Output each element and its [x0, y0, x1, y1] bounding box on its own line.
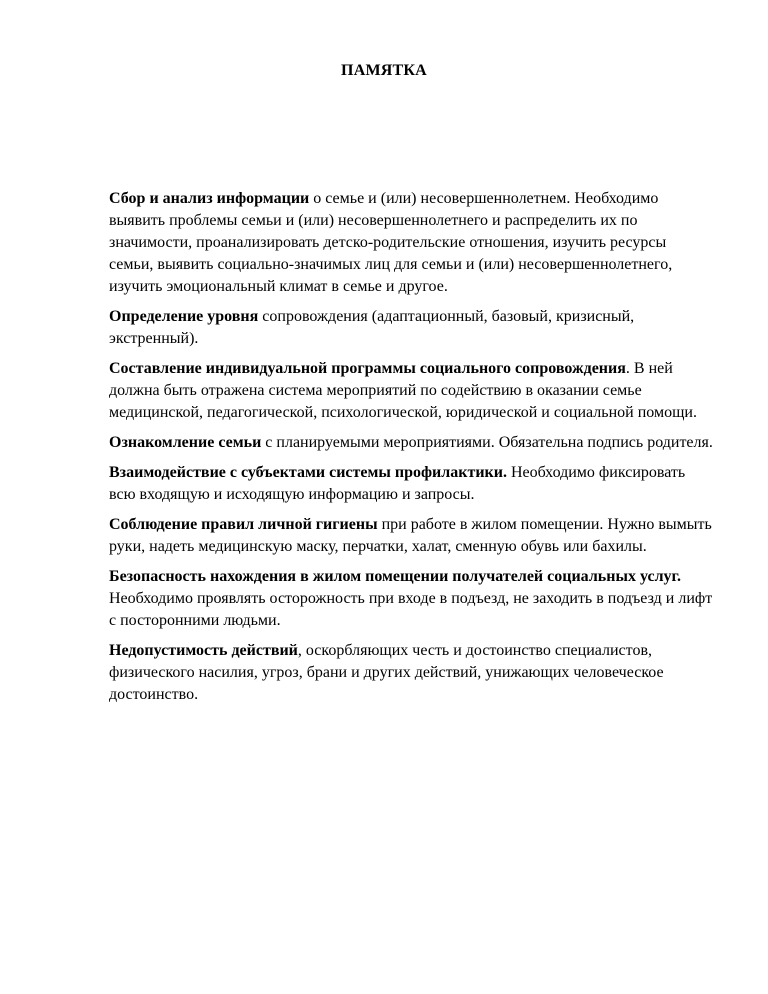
- paragraph-text: Необходимо проявлять осторожность при входе в подъезд, не заходить в подъезд и лифт с посторонними людьми.: [109, 590, 713, 629]
- paragraph-interaction: [109, 462, 714, 506]
- paragraph-text: . В ней должна быть отражена система мероприятий по содействию в оказании семье медицинской, педагогической, психологической, юридической и социальной помощи.: [109, 360, 697, 421]
- paragraph-hygiene: [109, 514, 714, 558]
- paragraph-text: сопровождения (адаптационный, базовый, кризисный, экстренный).: [109, 308, 635, 347]
- paragraph-info-collection: [109, 188, 714, 298]
- paragraph-heading: Безопасность нахождения в жилом помещении получателей социальных услуг.: [109, 568, 682, 585]
- paragraph-inadmissibility: [109, 640, 714, 706]
- paragraph-heading: Взаимодействие с субъектами системы профилактики.: [109, 464, 507, 481]
- paragraph-text: Необходимо фиксировать всю входящую и исходящую информацию и запросы.: [109, 464, 686, 503]
- document-body: [109, 188, 714, 714]
- paragraph-individual-program: [109, 358, 714, 424]
- paragraph-heading: Составление индивидуальной программы социального сопровождения: [109, 360, 626, 377]
- paragraph-text: с планируемыми мероприятиями. Обязательна подпись родителя.: [261, 434, 713, 451]
- paragraph-heading: Недопустимость действий: [109, 642, 298, 659]
- paragraph-heading: Соблюдение правил личной гигиены: [109, 516, 378, 533]
- paragraph-text: о семье и (или) несовершеннолетнем. Необходимо выявить проблемы семьи и (или) несовершеннолетнего и распределить их по значимости, проанализировать детско-родительские отношения, изучить ресурсы семьи, выявить социально-значимых лиц для семьи и (или) несовершеннолетнего, изучить эмоциональный климат в семье и другое.: [109, 190, 673, 295]
- paragraph-text: при работе в жилом помещении. Нужно вымыть руки, надеть медицинскую маску, перчатки, халат, сменную обувь или бахилы.: [109, 516, 712, 555]
- paragraph-level-definition: [109, 306, 714, 350]
- page-title: ПАМЯТКА: [341, 62, 427, 79]
- paragraph-safety: [109, 566, 714, 632]
- paragraph-heading: Определение уровня: [109, 308, 259, 325]
- paragraph-family-acquaintance: [109, 432, 714, 454]
- paragraph-heading: Сбор и анализ информации: [109, 190, 310, 207]
- paragraph-heading: Ознакомление семьи: [109, 434, 262, 451]
- paragraph-text: , оскорбляющих честь и достоинство специалистов, физического насилия, угроз, брани и других действий, унижающих человеческое достоинство.: [109, 642, 664, 703]
